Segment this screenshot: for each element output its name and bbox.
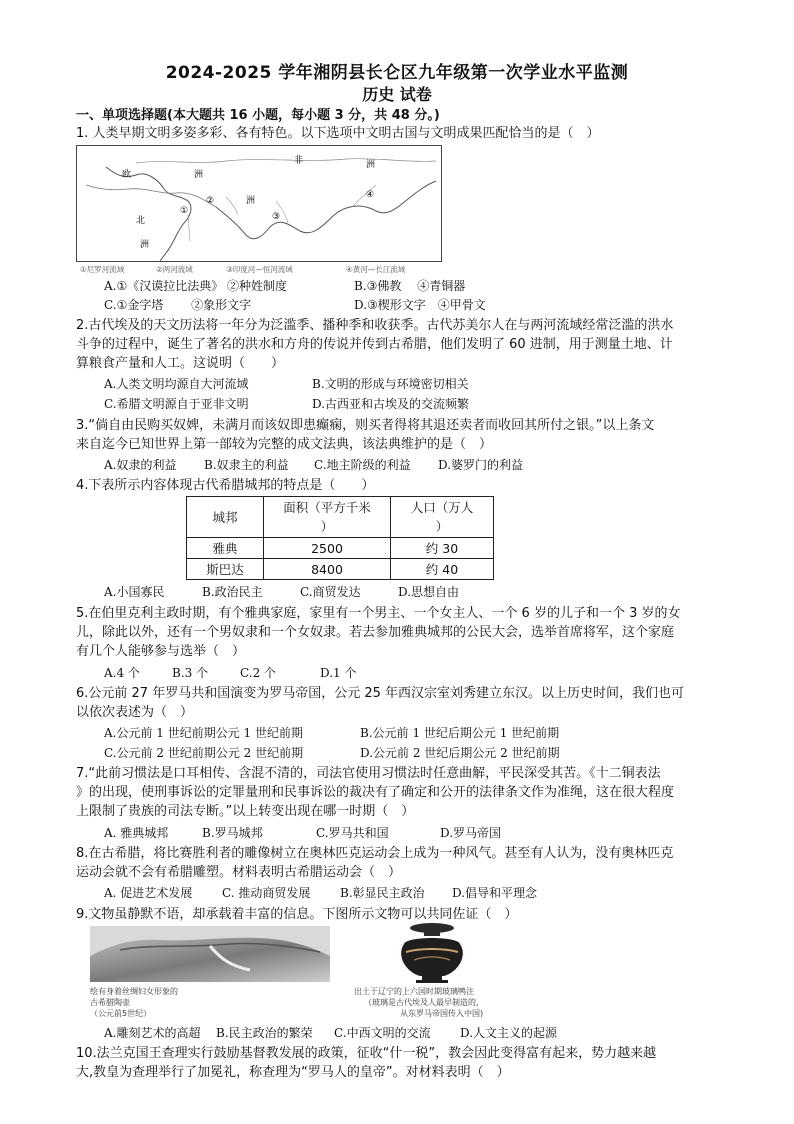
q1-option-c[interactable]: C.①金字塔 ②象形文字: [104, 298, 252, 312]
q4-option-d[interactable]: D.思想自由: [398, 585, 460, 599]
q4-table-header: [187, 497, 494, 538]
map-label-zhou1: 洲: [366, 160, 376, 170]
q7-line-3: 上限制了贵族的司法专断。”以上转变出现在哪一时期（ ）: [76, 804, 415, 819]
q4-option-b[interactable]: B.政治民主: [202, 585, 263, 599]
q8-option-d[interactable]: D.倡导和平理念: [452, 886, 538, 900]
q2-options-row1: [104, 375, 704, 394]
map-legend-1: ①尼罗河流域: [80, 265, 125, 274]
map-marker-4: ④: [366, 190, 375, 200]
q5-options: [104, 664, 704, 683]
q4-cell-area: 8400: [264, 559, 391, 580]
q6-option-a[interactable]: A.公元前 1 世纪前期公元 1 世纪前期: [104, 726, 304, 740]
q1-option-d[interactable]: D.③楔形文字 ④甲骨文: [354, 298, 486, 312]
glass-vessel-caption: 出土于辽宁的上六国时期玻璃鸭注 （玻璃是古代埃及人最早制造的, 从东罗马帝国传入中国): [354, 987, 484, 1018]
q8-option-b[interactable]: B.彰显民主政治: [340, 886, 425, 900]
q5-stem: [76, 604, 722, 661]
q4-th-pop: 人口（万人 ）: [391, 497, 494, 538]
map-legend-2: ②两河流域: [156, 265, 193, 274]
q7-option-b[interactable]: B.罗马城邦: [202, 826, 263, 840]
exam-title: 2024-2025 学年湘阴县长仑区九年级第一次学业水平监测: [165, 63, 629, 83]
q5-line-2: 儿，除此以外，还有一个男奴隶和一个女奴隶。若去参加雅典城邦的公民大会，选举首席将军，这个家庭: [76, 625, 675, 640]
q1-option-b[interactable]: B.③佛教 ④青铜器: [354, 279, 466, 293]
q7-option-a[interactable]: A. 雅典城邦: [104, 826, 169, 840]
q2-line-1: 2.古代埃及的天文历法将一年分为泛滥季、播种季和收获季。古代苏美尔人在与两河流域经常泛滥的洪水: [76, 318, 674, 333]
q8-line-1: 8.在古希腊，将比赛胜利者的雕像树立在奥林匹克运动会上成为一种风气。甚至有人认为，没有奥林匹克: [76, 846, 674, 861]
map-label-ou: 欧: [122, 170, 132, 180]
q8-option-a[interactable]: A. 促进艺术发展: [104, 886, 193, 900]
q9-option-c[interactable]: C.中西文明的交流: [334, 1026, 431, 1040]
q6-line-1: 6.公元前 27 年罗马共和国演变为罗马帝国，公元 25 年西汉宗室刘秀建立东汉。以上历史时间，我们也可: [76, 686, 685, 701]
q4-option-a[interactable]: A.小国寡民: [104, 585, 165, 599]
q4-option-c[interactable]: C.商贸发达: [300, 585, 361, 599]
q7-line-2: 》的出现，使刑事诉讼的定罪量刑和民事诉讼的裁决有了确定和公开的法律条文作为准绳，这在很大程度: [76, 785, 675, 800]
q4-cell-area: 2500: [264, 538, 391, 559]
q7-line-1: 7.“此前习惯法是口耳相传、含混不清的，司法官使用习惯法时任意曲解，平民深受其苦。《十二铜表法: [76, 766, 661, 781]
greek-vase-caption: 绘有身着丝绸妇女形象的 古希腊陶壶 （公元前5世纪）: [90, 987, 178, 1018]
q4-th-city: 城邦: [187, 497, 264, 538]
q10-stem: [76, 1044, 722, 1082]
q7-option-c[interactable]: C.罗马共和国: [316, 826, 389, 840]
q4-th-area: 面积（平方千米 ）: [264, 497, 391, 538]
q8-stem: [76, 844, 722, 882]
q8-option-c[interactable]: C. 推动商贸发展: [222, 886, 311, 900]
q2-option-c[interactable]: C.希腊文明源自于亚非文明: [104, 397, 249, 411]
q4-options: [104, 583, 704, 602]
q5-option-d[interactable]: D.1 个: [320, 666, 357, 680]
q3-option-b[interactable]: B.奴隶主的利益: [204, 458, 289, 472]
q9-stem: 9.文物虽静默不语，却承载着丰富的信息。下图所示文物可以共同佐证（ ）: [76, 907, 518, 922]
q3-option-a[interactable]: A.奴隶的利益: [104, 458, 177, 472]
q2-stem: [76, 316, 722, 373]
map-label-fei: 非: [294, 156, 304, 166]
q5-line-3: 有几个人能够参与选举（ ）: [76, 644, 246, 659]
q4-table-row: [187, 538, 494, 559]
map-legend-4: ④黄河—长江流域: [346, 265, 406, 274]
q5-option-c[interactable]: C.2 个: [240, 666, 277, 680]
exam-subject: 历史 试卷: [362, 85, 432, 104]
q9-option-d[interactable]: D.人文主义的起源: [460, 1026, 558, 1040]
q1-option-a[interactable]: A.①《汉谟拉比法典》 ②种姓制度: [104, 279, 288, 293]
q5-option-a[interactable]: A.4 个: [104, 666, 140, 680]
q4-table-row: [187, 559, 494, 580]
q2-line-2: 斗争的过程中，诞生了著名的洪水和方舟的传说并传到古希腊，他们发明了 60 进制，用于测量土地、计: [76, 337, 673, 352]
q10-line-1: 10.法兰克国王查理实行鼓励基督教发展的政策，征收“什一税”，教会因此变得富有起来，势力越来越: [76, 1046, 657, 1061]
q8-line-2: 运动会就不会有希腊雕塑。材料表明古希腊运动会（ ）: [76, 865, 402, 880]
map-marker-1: ①: [180, 206, 189, 216]
glass-vessel-photo: [384, 922, 480, 984]
q3-option-c[interactable]: C.地主阶级的利益: [314, 458, 411, 472]
q3-stem: [76, 416, 722, 454]
map-label-bei: 北: [136, 216, 146, 226]
greek-vase-photo: [90, 926, 330, 982]
q6-option-c[interactable]: C.公元前 2 世纪前期公元 2 世纪前期: [104, 746, 304, 760]
q3-options: [104, 456, 704, 475]
q9-options: [104, 1024, 724, 1043]
q4-cell-city: 斯巴达: [187, 559, 264, 580]
map-marker-3: ③: [272, 212, 281, 222]
q6-line-2: 以依次表述为（ ）: [76, 705, 194, 720]
map-legend-3: ③印度河—恒河流域: [226, 265, 293, 274]
q8-options: [104, 884, 704, 903]
q6-option-d[interactable]: D.公元前 2 世纪后期公元 2 世纪前期: [360, 746, 560, 760]
q4-cell-pop: 约 30: [391, 538, 494, 559]
map-marker-2: ②: [206, 196, 215, 206]
q3-line-1: 3.“倘自由民购买奴婢，未满月而该奴即患癫痫，则买者得将其退还卖者而收回其所付之银。”以上条文: [76, 418, 655, 433]
q4-cell-pop: 约 40: [391, 559, 494, 580]
q7-stem: [76, 764, 722, 821]
q1-options-row2: [104, 296, 704, 315]
q7-options: [104, 824, 704, 843]
q9-option-a[interactable]: A.雕刻艺术的高超: [104, 1026, 201, 1040]
map-label-zhou4: 洲: [140, 240, 150, 250]
q5-option-b[interactable]: B.3 个: [172, 666, 209, 680]
q2-option-b[interactable]: B.文明的形成与环境密切相关: [312, 377, 469, 391]
q3-option-d[interactable]: D.婆罗门的利益: [438, 458, 524, 472]
map-label-zhou2: 洲: [194, 170, 204, 180]
q7-option-d[interactable]: D.罗马帝国: [440, 826, 502, 840]
q6-stem: [76, 684, 722, 722]
q5-line-1: 5.在伯里克利主政时期，有个雅典家庭，家里有一个男主、一个女主人、一个 6 岁的儿子和一个 3 岁的女: [76, 606, 681, 621]
q4-table: [186, 496, 494, 580]
q4-stem: 4.下表所示内容体现古代希腊城邦的特点是（ ）: [76, 478, 375, 493]
q3-line-2: 来自迄今已知世界上第一部较为完整的成文法典，该法典维护的是（ ）: [76, 437, 493, 452]
q4-cell-city: 雅典: [187, 538, 264, 559]
q2-line-3: 算粮食产量和人工。这说明（ ）: [76, 356, 285, 371]
q1-options-row1: [104, 277, 704, 296]
q6-options-row1: [104, 724, 704, 743]
q2-option-d[interactable]: D.古西亚和古埃及的交流频繁: [312, 397, 470, 411]
q6-options-row2: [104, 744, 704, 763]
q6-option-b[interactable]: B.公元前 1 世纪后期公元 1 世纪前期: [360, 726, 560, 740]
q2-option-a[interactable]: A.人类文明均源自大河流域: [104, 377, 249, 391]
q2-options-row2: [104, 395, 704, 414]
map-label-zhou3: 洲: [246, 196, 256, 206]
q9-option-b[interactable]: B.民主政治的繁荣: [216, 1026, 313, 1040]
q10-line-2: 大,教皇为查理举行了加冕礼，称查理为“罗马人的皇帝”。对材料表明（ ）: [76, 1065, 510, 1080]
section-heading: 一、单项选择题(本大题共 16 小题，每小题 3 分，共 48 分。): [76, 108, 440, 123]
q1-world-map: [76, 145, 442, 275]
q1-stem: 1. 人类早期文明多姿多彩、各有特色。以下选项中文明古国与文明成果匹配恰当的是（ ）: [76, 126, 600, 141]
